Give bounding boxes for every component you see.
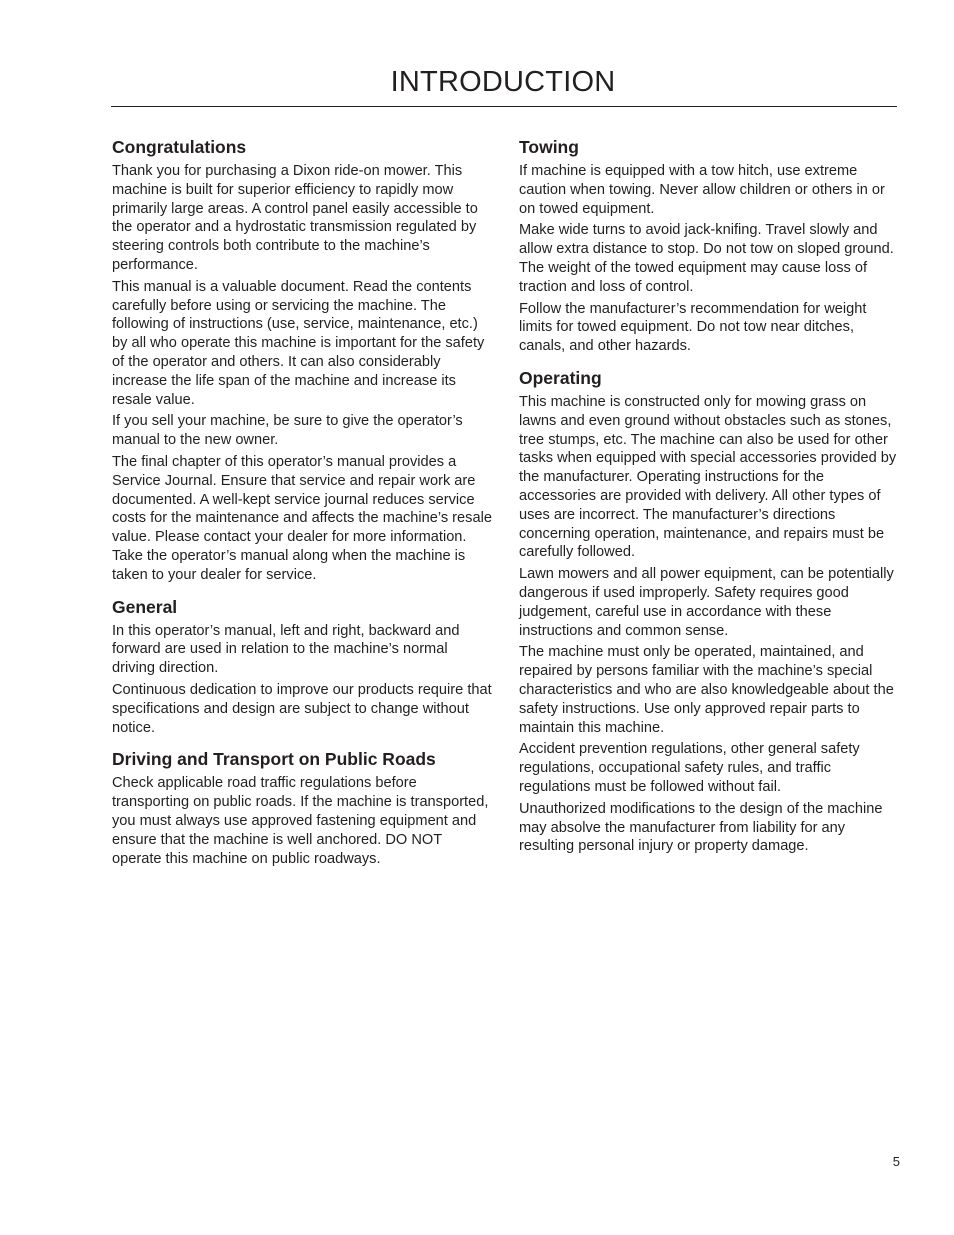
paragraph: In this operator’s manual, left and right, backward and forward are used in relation to the machine’s normal driving direction. bbox=[112, 622, 460, 677]
paragraph: Lawn mowers and all power equipment, can be potentially dangerous if used improperly. Safety requires good judgement, careful use in accordance with these instructions and common sense. bbox=[519, 566, 894, 639]
section-heading: Driving and Transport on Public Roads bbox=[112, 749, 436, 770]
paragraph: Continuous dedication to improve our products require that specifications and design are subject to change without notice. bbox=[112, 681, 492, 736]
paragraph: If you sell your machine, be sure to give the operator’s manual to the new owner. bbox=[112, 413, 463, 449]
title-divider bbox=[111, 106, 897, 107]
paragraph: If machine is equipped with a tow hitch, use extreme caution when towing. Never allow children or others in or on towed equipment. bbox=[519, 163, 885, 217]
paragraph: Thank you for purchasing a Dixon ride-on mower. This machine is built for superior efficiency to rapidly mow primarily large areas. A control panel easily accessible to the operator and a hydrostatic transmission regulated by steering controls both contribute to the machine’s performance. bbox=[112, 163, 478, 273]
section-towing bbox=[519, 136, 901, 356]
paragraph: Make wide turns to avoid jack-knifing. Travel slowly and allow extra distance to stop. Do not tow on sloped ground. The weight of the towed equipment may cause loss of traction and loss of control. bbox=[519, 222, 894, 295]
section-heading: Congratulations bbox=[112, 137, 247, 157]
page-number: 5 bbox=[892, 1154, 900, 1169]
paragraph: The final chapter of this operator’s manual provides a Service Journal. Ensure that service and repair work are documented. A well-kept service journal reduces service costs for the maintenance and affects the machine’s resale value. Please contact your dealer for more information. Take the operator’s manual along when the machine is taken to your dealer for service. bbox=[112, 453, 492, 583]
section-operating bbox=[519, 367, 901, 856]
paragraph: This machine is constructed only for mowing grass on lawns and even ground without obstacles such as stones, tree stumps, etc. The machine can also be used for other tasks when equipped with special accessories provided by the manufacturer. Operating instructions for the accessories are provided with delivery. All other types of uses are incorrect. The manufacturer’s directions concerning operation, maintenance, and repairs must be carefully followed. bbox=[519, 393, 897, 561]
paragraph: This manual is a valuable document. Read the contents carefully before using or servicing the machine. The following of instructions (use, service, maintenance, etc.) by all who operate this machine is important for the safety of the operator and others. It can also considerably increase the life span of the machine and increase its resale value. bbox=[112, 278, 485, 408]
paragraph: Check applicable road traffic regulations before transporting on public roads. If the machine is transported, you must always use approved fastening equipment and ensure that the machine is well anchored. DO NOT operate this machine on public roadways. bbox=[112, 775, 489, 867]
page-title: INTRODUCTION bbox=[390, 66, 616, 98]
right-column bbox=[519, 136, 901, 867]
section-heading: Operating bbox=[519, 367, 602, 388]
paragraph: Accident prevention regulations, other general safety regulations, occupational safety rules, and traffic regulations must be followed without fail. bbox=[519, 741, 860, 795]
section-general bbox=[112, 596, 494, 738]
paragraph: Unauthorized modifications to the design of the machine may absolve the manufacturer from liability for any resulting personal injury or property damage. bbox=[519, 800, 883, 855]
section-driving-transport bbox=[112, 748, 494, 868]
paragraph: Follow the manufacturer’s recommendation for weight limits for towed equipment. Do not tow near ditches, canals, and other hazards. bbox=[519, 300, 867, 355]
paragraph: The machine must only be operated, maintained, and repaired by persons familiar with the machine’s special characteristics and who are also knowledgeable about the safety instructions. Use only approved repair parts to maintain this machine. bbox=[519, 644, 894, 736]
section-congratulations bbox=[112, 136, 494, 585]
section-heading: Towing bbox=[519, 137, 579, 157]
left-column bbox=[112, 136, 494, 879]
section-heading: General bbox=[112, 596, 178, 617]
